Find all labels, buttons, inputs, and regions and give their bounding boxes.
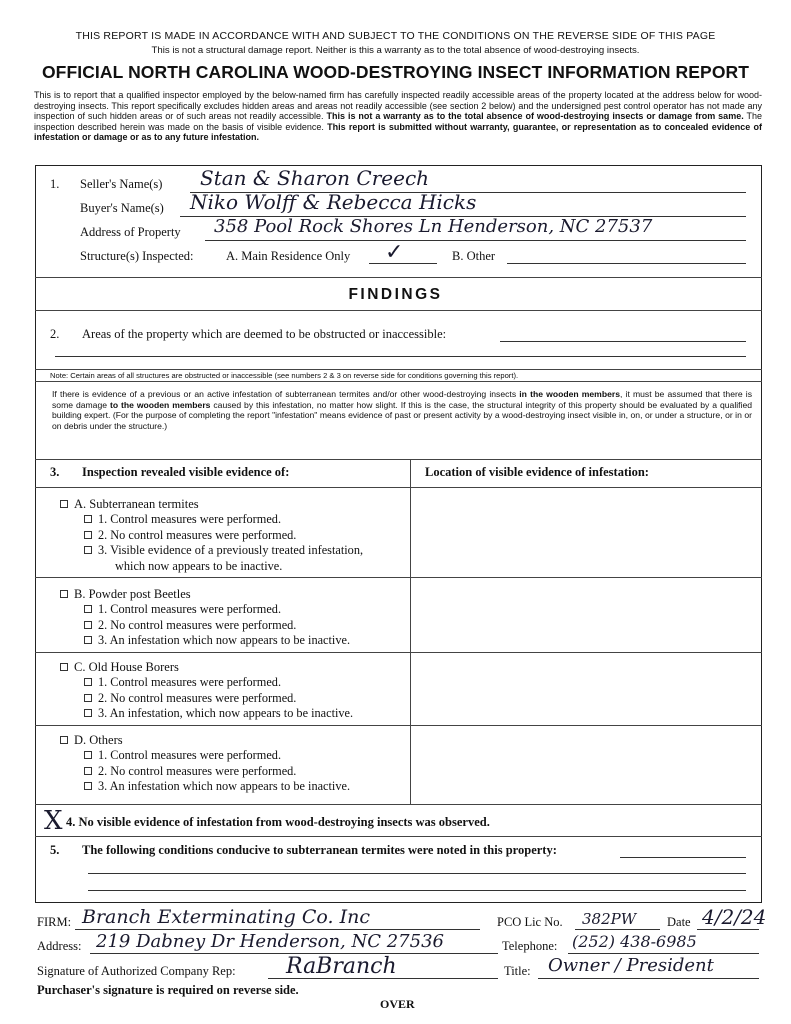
group-b-item2-checkbox[interactable] (84, 621, 92, 629)
section2-number: 2. (50, 327, 60, 341)
section4-x-mark[interactable]: X (44, 806, 63, 836)
firm-address-label: Address: (37, 939, 82, 953)
evidence-paragraph: If there is evidence of a previous or an active infestation of subterranean termites and/or other wood-destroying insects in the wooden members, it must be assumed that there is some damage to the wooden members caused by this infestation, no matter how slight. If this is the case, the structural integrity of this property should be evaluated by a qualified building expert. (For the purpose of completing the report "infestation" means evidence of past or present activity by a wood-destroying insect visible in, on, or under a structure, or in or on debris under the structure.) (52, 389, 752, 431)
group-d-checkbox[interactable] (60, 736, 68, 744)
group-c-row: C. Old House Borers (60, 660, 179, 675)
section4-statement: 4. No visible evidence of infestation from wood-destroying insects was observed. (66, 815, 490, 829)
section1-number: 1. (50, 177, 60, 191)
over-label: OVER (380, 997, 415, 1011)
group-a-item2-checkbox[interactable] (84, 531, 92, 539)
group-d-row: D. Others (60, 733, 123, 748)
section3-left-heading: Inspection revealed visible evidence of: (82, 465, 290, 479)
signature-label: Signature of Authorized Company Rep: (37, 964, 236, 978)
section3-right-heading: Location of visible evidence of infestation: (425, 465, 649, 479)
group-d-item2-checkbox[interactable] (84, 767, 92, 775)
pco-license-field[interactable]: 382PW (582, 910, 637, 928)
telephone-label: Telephone: (502, 939, 558, 953)
buyer-label: Buyer's Name(s) (80, 201, 164, 215)
title-field[interactable]: Owner / President (548, 955, 714, 976)
group-b-row: B. Powder post Beetles (60, 587, 191, 602)
property-address-field[interactable]: 358 Pool Rock Shores Ln Henderson, NC 27537 (214, 216, 653, 237)
section3-number: 3. (50, 465, 60, 479)
firm-address-field[interactable]: 219 Dabney Dr Henderson, NC 27536 (96, 931, 444, 952)
firm-name-field[interactable]: Branch Exterminating Co. Inc (82, 906, 370, 928)
seller-label: Seller's Name(s) (80, 177, 163, 191)
structure-b-label: B. Other (452, 249, 496, 263)
group-c-item2-checkbox[interactable] (84, 694, 92, 702)
purchaser-note: Purchaser's signature is required on reverse side. (37, 983, 299, 997)
header-disclaimer-line: This is not a structural damage report. Neither is this a warranty as to the total absence of wood-destroying insects. (151, 45, 640, 56)
telephone-field[interactable]: (252) 438-6985 (572, 932, 697, 951)
section2-label: Areas of the property which are deemed to be obstructed or inaccessible: (82, 327, 447, 341)
structure-label: Structure(s) Inspected: (80, 249, 194, 263)
group-a-item3-checkbox[interactable] (84, 546, 92, 554)
group-c-checkbox[interactable] (60, 663, 68, 671)
group-a-items: 1. Control measures were performed. 2. No control measures were performed. 3. Visible evidence of a previously treated infestation, which now appears to be inactive. (84, 512, 363, 574)
intro-paragraph: This is to report that a qualified inspector employed by the below-named firm has carefully inspected readily accessible areas of the property located at the address below for wood-destroying insects. This report specifically excludes hidden areas and areas not readily accessible (see section 2 below) and the undersigned pest control operator has not made any inspection of such hidden areas or of such areas not readily accessible. This is not a warranty as to the total absence of wood-destroying insects or damage from same. The inspection described herein was made on the basis of visible evidence. This report is submitted without warranty, guarantee, or representation as to concealed evidence of infestation or damage or as to any future infestation. (34, 90, 762, 143)
address-label: Address of Property (80, 225, 181, 239)
group-c-item3-checkbox[interactable] (84, 709, 92, 717)
group-b-item3-checkbox[interactable] (84, 636, 92, 644)
section5-number: 5. (50, 843, 60, 857)
firm-label: FIRM: (37, 915, 72, 929)
findings-heading: FINDINGS (348, 286, 443, 303)
group-d-item1-checkbox[interactable] (84, 751, 92, 759)
group-b-items: 1. Control measures were performed. 2. No control measures were performed. 3. An infestation which now appears to be inactive. (84, 602, 350, 649)
group-d-item3-checkbox[interactable] (84, 782, 92, 790)
group-a-checkbox[interactable] (60, 500, 68, 508)
date-label: Date (667, 915, 691, 929)
header-conditions-line: THIS REPORT IS MADE IN ACCORDANCE WITH AND SUBJECT TO THE CONDITIONS ON THE REVERSE SIDE OF THIS PAGE (75, 30, 716, 42)
title-label: Title: (504, 964, 531, 978)
group-a-row: A. Subterranean termites (60, 497, 199, 512)
group-d-items: 1. Control measures were performed. 2. No control measures were performed. 3. An infestation which now appears to be inactive. (84, 748, 350, 795)
company-rep-signature[interactable]: RaBranch (286, 954, 397, 979)
seller-name-field[interactable]: Stan & Sharon Creech (200, 166, 430, 190)
report-title: OFFICIAL NORTH CAROLINA WOOD-DESTROYING INSECT INFORMATION REPORT (41, 62, 750, 82)
buyer-name-field[interactable]: Niko Wolff & Rebecca Hicks (190, 190, 477, 214)
structure-a-checkmark[interactable]: ✓ (385, 240, 404, 265)
group-a-item1-checkbox[interactable] (84, 515, 92, 523)
section5-statement: The following conditions conducive to subterranean termites were noted in this property: (82, 843, 557, 857)
group-b-item1-checkbox[interactable] (84, 605, 92, 613)
pco-label: PCO Lic No. (497, 915, 563, 929)
date-field[interactable]: 4/2/24 (702, 905, 767, 929)
group-c-item1-checkbox[interactable] (84, 678, 92, 686)
group-b-checkbox[interactable] (60, 590, 68, 598)
structure-a-label: A. Main Residence Only (226, 249, 351, 263)
section2-note: Note: Certain areas of all structures are obstructed or inaccessible (see numbers 2 & 3 on reverse side for conditions governing this report). (50, 371, 519, 380)
group-c-items: 1. Control measures were performed. 2. No control measures were performed. 3. An infestation, which now appears to be inactive. (84, 675, 353, 722)
